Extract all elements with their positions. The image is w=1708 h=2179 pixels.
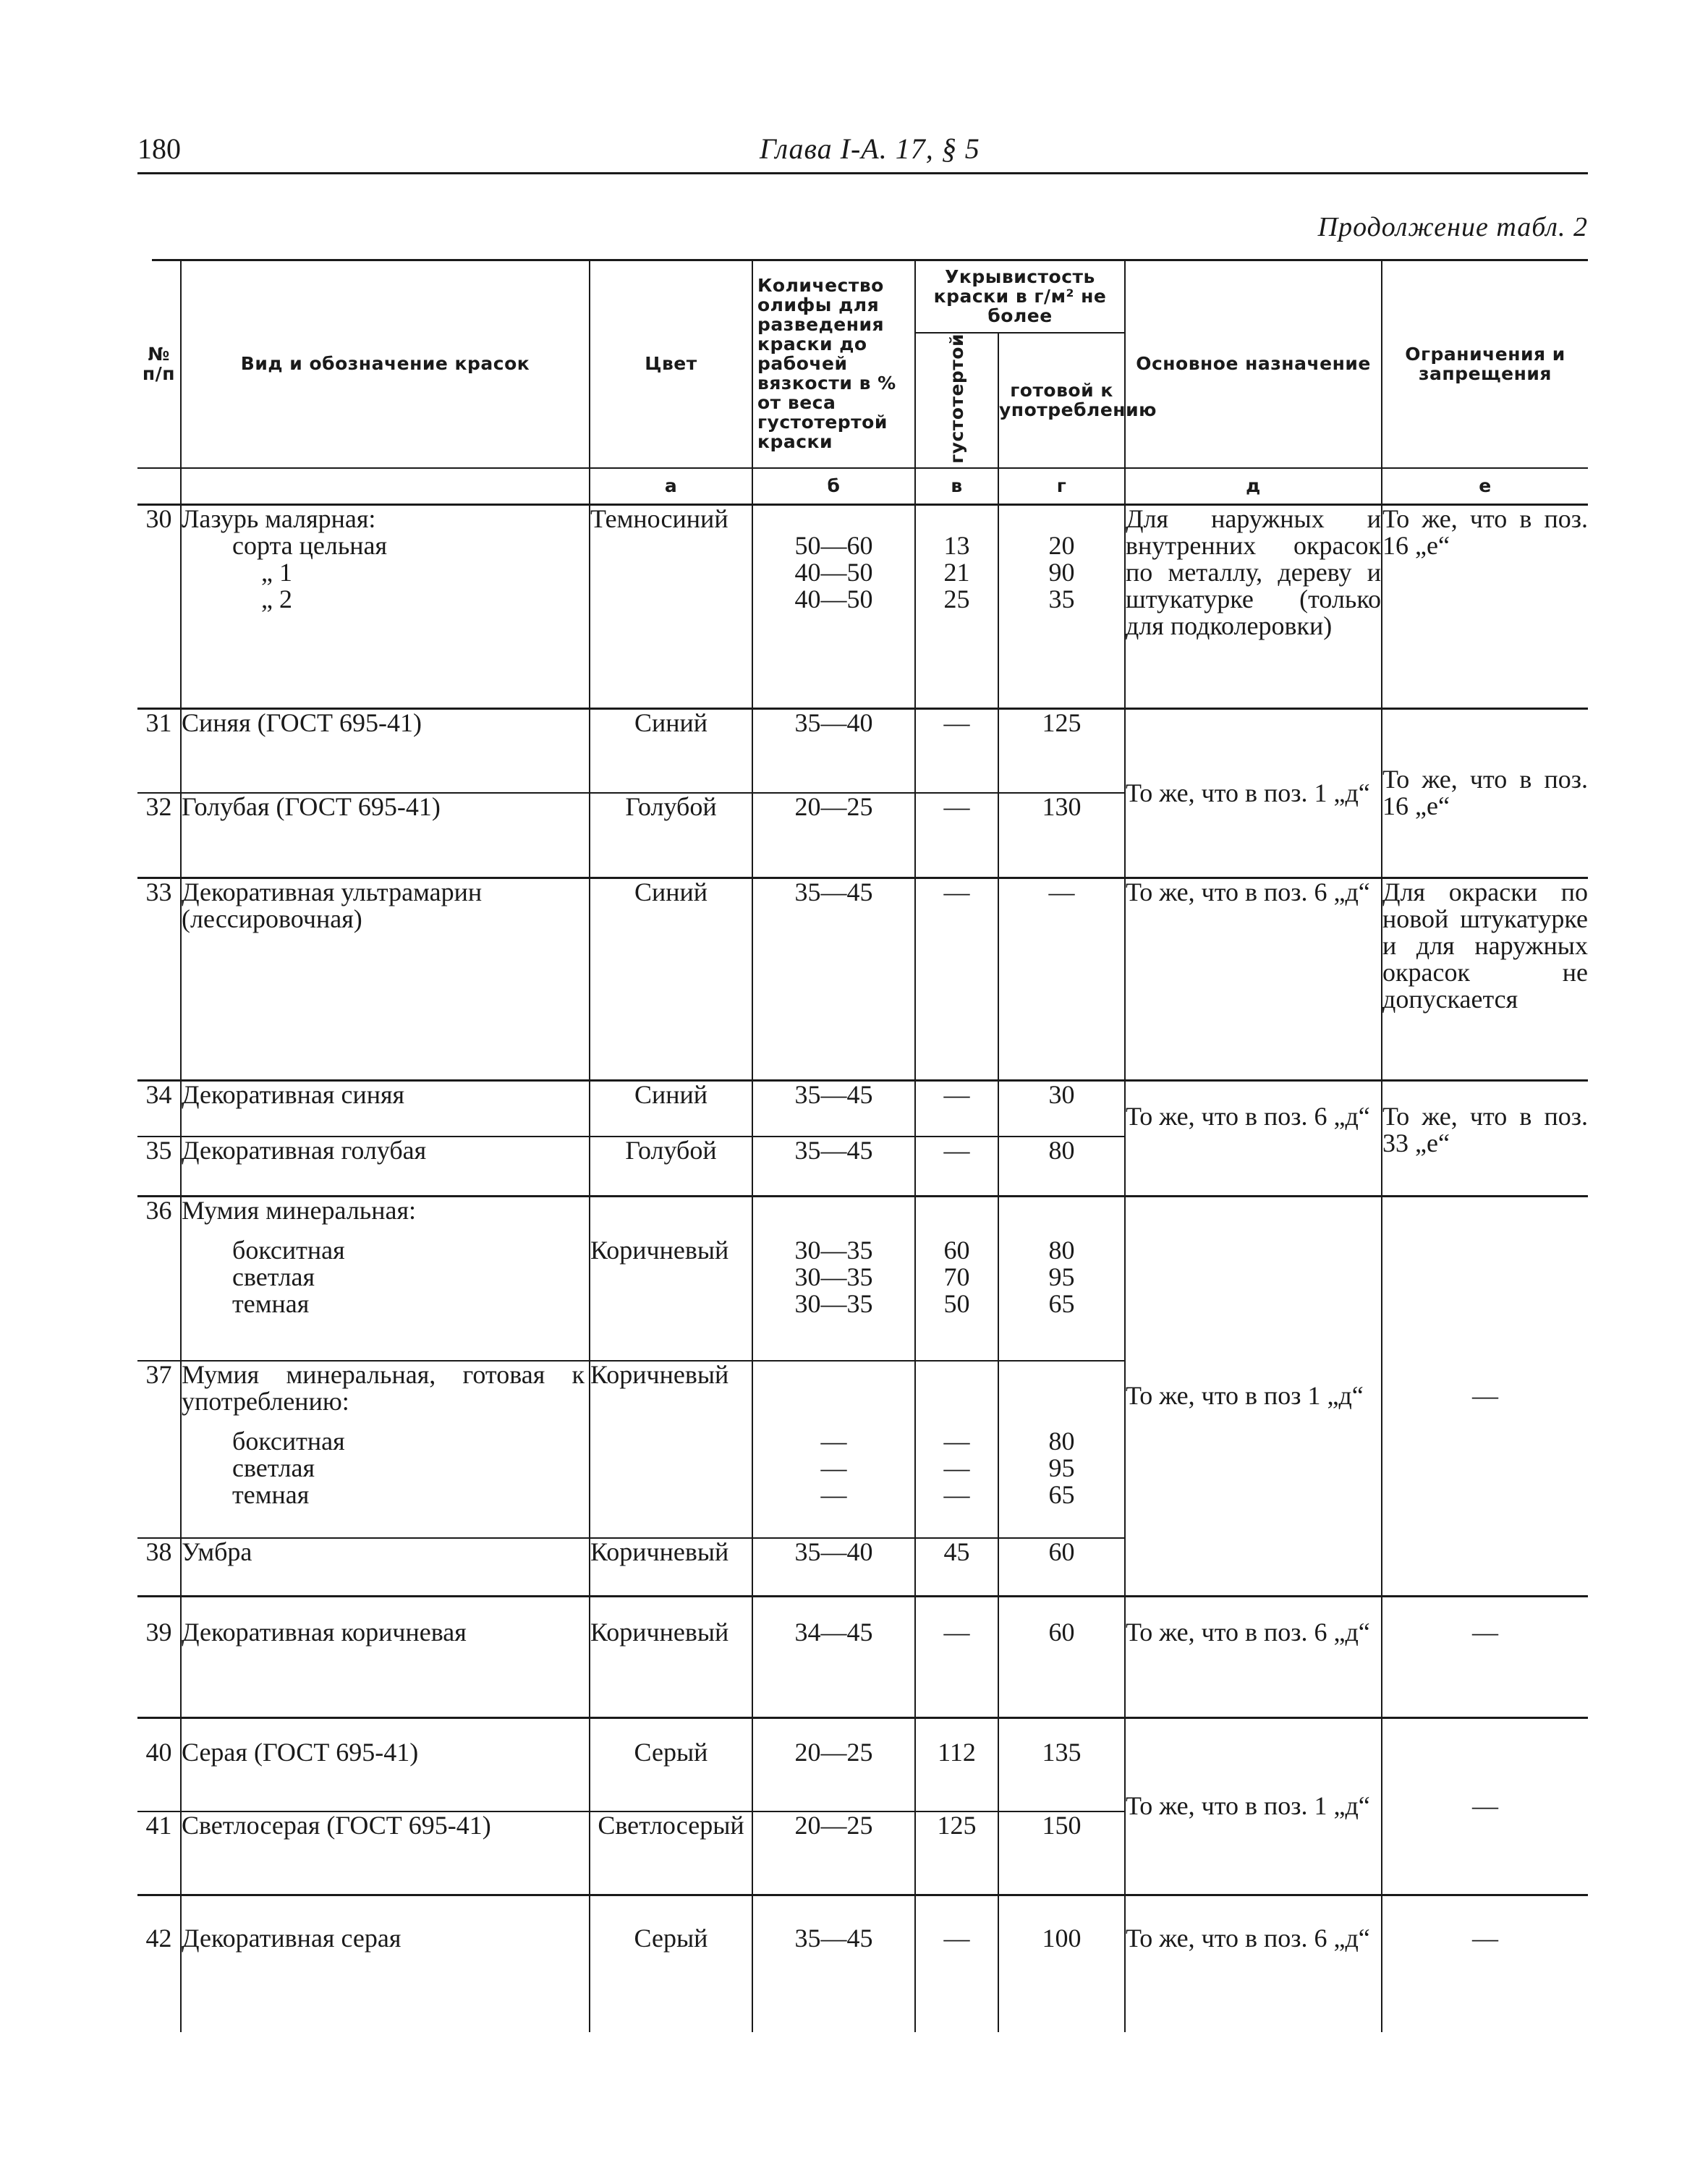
coverage-ready: 100: [998, 1895, 1125, 2032]
paint-type: Мумия минеральная: бокситная светлая темная: [181, 1196, 590, 1361]
paint-type: Голубая (ГОСТ 695-41): [181, 793, 590, 878]
paint-color: Голубой: [590, 1137, 752, 1196]
coverage-thick: 125: [915, 1811, 998, 1895]
paint-type: Мумия минеральная, готовая к употреблению: бокситная светлая темная: [181, 1361, 590, 1538]
coverage-ready: 60: [998, 1538, 1125, 1596]
coverage-thick: 112: [915, 1717, 998, 1811]
oil-quantity: 30—35 30—35 30—35: [752, 1196, 915, 1361]
oil-quantity: 20—25: [752, 1717, 915, 1811]
purpose: То же, что в поз. 6 „д“: [1125, 1895, 1382, 2032]
coverage-ready: 135: [998, 1717, 1125, 1811]
oil-quantity: 50—60 40—50 40—50: [752, 504, 915, 708]
paint-type: Декоративная ультрамарин (лессировочная): [181, 878, 590, 1080]
restrictions: То же, что в поз. 16 „е“: [1382, 708, 1588, 878]
purpose: То же, что в поз. 1 „д“: [1125, 1717, 1382, 1895]
coverage-ready: 20 90 35: [998, 504, 1125, 708]
coverage-thick: —: [915, 878, 998, 1080]
paint-color: Темносиний: [590, 504, 752, 708]
coverage-ready: 80: [998, 1137, 1125, 1196]
page-number: 180: [137, 132, 181, 165]
row-number: 33: [137, 878, 181, 1080]
coverage-thick: 13 21 25: [915, 504, 998, 708]
table-row-36: [137, 1196, 1588, 1361]
paint-specification-table: [137, 260, 1588, 2032]
letter-a: а: [590, 468, 752, 505]
paint-color: Голубой: [590, 793, 752, 878]
header-purpose: Основное назначение: [1125, 260, 1382, 468]
paint-color: Синий: [590, 708, 752, 793]
coverage-thick: 60 70 50: [915, 1196, 998, 1361]
restrictions: Для окраски по новой штукатурке и для наружных окрасок не допускается: [1382, 878, 1588, 1080]
coverage-thick: —: [915, 793, 998, 878]
header-num: № п/п: [137, 260, 181, 468]
oil-quantity: 35—45: [752, 1137, 915, 1196]
oil-quantity: 20—25: [752, 1811, 915, 1895]
paint-type: Умбра: [181, 1538, 590, 1596]
paint-type: Декоративная синяя: [181, 1080, 590, 1137]
coverage-thick: —: [915, 708, 998, 793]
paint-color: Коричневый: [590, 1361, 752, 1538]
paint-type: Лазурь малярная: сорта цельная „ 1 „ 2: [181, 504, 590, 708]
coverage-ready: 80 95 65: [998, 1196, 1125, 1361]
oil-quantity: 35—45: [752, 1080, 915, 1137]
coverage-ready: 125: [998, 708, 1125, 793]
paint-color: Коричневый: [590, 1538, 752, 1596]
row-number: 37: [137, 1361, 181, 1538]
coverage-thick: —: [915, 1080, 998, 1137]
coverage-thick: 45: [915, 1538, 998, 1596]
coverage-thick: —: [915, 1895, 998, 2032]
header-color: Цвет: [590, 260, 752, 468]
restrictions: —: [1382, 1895, 1588, 2032]
table-row-39: [137, 1596, 1588, 1717]
letter-v: в: [915, 468, 998, 505]
oil-quantity: 34—45: [752, 1596, 915, 1717]
chapter-title: Глава I-А. 17, § 5: [760, 132, 980, 165]
restrictions: —: [1382, 1196, 1588, 1596]
table-row-33: [137, 878, 1588, 1080]
purpose: Для наружных и внутренних окрасок по металлу, дереву и штукатурке (только для подколеровки): [1125, 504, 1382, 708]
header-oil-quantity: Количество олифы для разведения краски до рабочей вязкости в % от веса густотертой краски: [752, 260, 915, 468]
letter-e: е: [1382, 468, 1588, 505]
letter-b: б: [752, 468, 915, 505]
paint-color: Синий: [590, 878, 752, 1080]
row-number: 39: [137, 1596, 181, 1717]
paint-color: Серый: [590, 1895, 752, 2032]
paint-color: Светлосерый: [590, 1811, 752, 1895]
row-number: 40: [137, 1717, 181, 1811]
row-number: 30: [137, 504, 181, 708]
oil-quantity: 35—40: [752, 708, 915, 793]
restrictions: —: [1382, 1596, 1588, 1717]
row-number: 31: [137, 708, 181, 793]
letter-type-blank: [181, 468, 590, 505]
paint-type: Декоративная серая: [181, 1895, 590, 2032]
coverage-ready: 60: [998, 1596, 1125, 1717]
letter-num-blank: [137, 468, 181, 505]
header-type: Вид и обозначение красок: [181, 260, 590, 468]
paint-color: Серый: [590, 1717, 752, 1811]
paint-type: Декоративная голубая: [181, 1137, 590, 1196]
header-restrictions: Ограничения и запрещения: [1382, 260, 1588, 468]
coverage-ready: 150: [998, 1811, 1125, 1895]
purpose: То же, что в поз. 1 „д“: [1125, 708, 1382, 878]
oil-quantity: 35—45: [752, 1895, 915, 2032]
table-row-31: [137, 708, 1588, 793]
table-row-30: [137, 504, 1588, 708]
coverage-ready: —: [998, 878, 1125, 1080]
row-number: 32: [137, 793, 181, 878]
row-number: 41: [137, 1811, 181, 1895]
table-row-40: [137, 1717, 1588, 1811]
paint-color: Синий: [590, 1080, 752, 1137]
restrictions: —: [1382, 1717, 1588, 1895]
header-coverage-thick: густотертой: [915, 333, 998, 468]
table-row-34: [137, 1080, 1588, 1137]
oil-quantity: 35—40: [752, 1538, 915, 1596]
purpose: То же, что в поз. 6 „д“: [1125, 1596, 1382, 1717]
row-number: 38: [137, 1538, 181, 1596]
purpose: То же, что в поз. 6 „д“: [1125, 1080, 1382, 1196]
restrictions: То же, что в поз. 33 „е“: [1382, 1080, 1588, 1196]
coverage-ready: 80 95 65: [998, 1361, 1125, 1538]
paint-type: Декоративная коричневая: [181, 1596, 590, 1717]
row-number: 35: [137, 1137, 181, 1196]
oil-quantity: 35—45: [752, 878, 915, 1080]
coverage-ready: 30: [998, 1080, 1125, 1137]
oil-quantity: — — —: [752, 1361, 915, 1538]
header-coverage-ready: готовой к употреблению: [998, 333, 1125, 468]
running-header: [137, 129, 1588, 174]
header-coverage-group: Укрывистость краски в г/м² не более: [915, 260, 1125, 333]
coverage-thick: — — —: [915, 1361, 998, 1538]
oil-quantity: 20—25: [752, 793, 915, 878]
purpose: То же, что в поз. 6 „д“: [1125, 878, 1382, 1080]
coverage-thick: —: [915, 1596, 998, 1717]
coverage-thick: —: [915, 1137, 998, 1196]
letter-g: г: [998, 468, 1125, 505]
row-number: 34: [137, 1080, 181, 1137]
restrictions: То же, что в поз. 16 „е“: [1382, 504, 1588, 708]
paint-type: Серая (ГОСТ 695-41): [181, 1717, 590, 1811]
purpose: То же, что в поз 1 „д“: [1125, 1196, 1382, 1596]
paint-color: Коричневый: [590, 1196, 752, 1361]
paint-type: Светлосерая (ГОСТ 695-41): [181, 1811, 590, 1895]
coverage-ready: 130: [998, 793, 1125, 878]
row-number: 42: [137, 1895, 181, 2032]
table-continuation-label: Продолжение табл. 2: [1317, 212, 1588, 242]
table-row-42: [137, 1895, 1588, 2032]
paint-type: Синяя (ГОСТ 695-41): [181, 708, 590, 793]
letter-d: д: [1125, 468, 1382, 505]
paint-color: Коричневый: [590, 1596, 752, 1717]
row-number: 36: [137, 1196, 181, 1361]
